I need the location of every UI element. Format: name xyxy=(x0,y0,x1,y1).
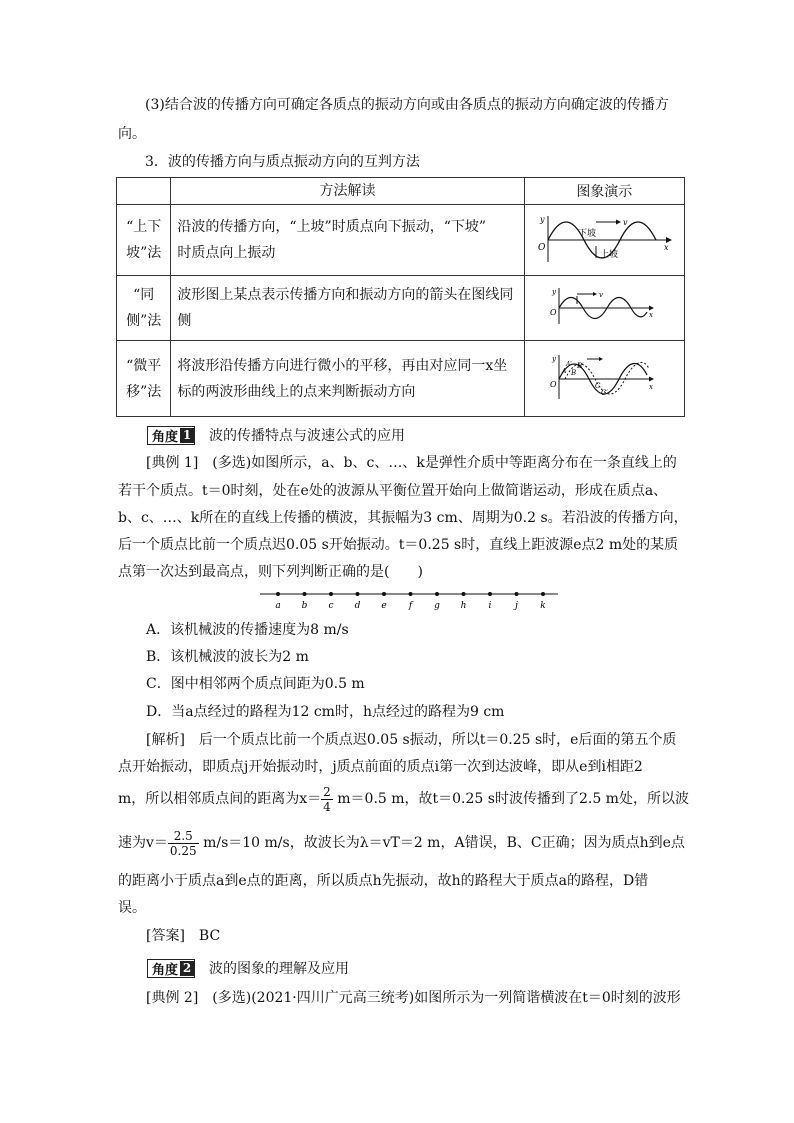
example-1-line5: 点第一次达到最高点，则下列判断正确的是( ) xyxy=(118,564,423,580)
method-desc: 沿波的传播方向，“上坡”时质点向下振动，“下坡” xyxy=(177,219,487,235)
method-name-cell xyxy=(117,276,171,341)
example-2-line1: [典例 2] (多选)(2021·四川广元高三统考)如图所示为一列简谐横波在t＝0时刻的波形 xyxy=(146,990,681,1006)
fig3-bprime-label: B′ xyxy=(577,361,585,370)
particle-label-j: j xyxy=(515,601,518,611)
paragraph-3-line1: (3)结合波的传播方向可确定各质点的振动方向或由各质点的振动方向确定波的传播方 xyxy=(145,97,669,113)
fig1-upslope-label: 上坡 xyxy=(600,250,619,260)
method-name: “微平 xyxy=(126,357,162,374)
table-row xyxy=(117,341,685,417)
particle-label-k: k xyxy=(540,601,546,611)
angle-badge-text: 角度 xyxy=(152,429,179,445)
figure-cell xyxy=(524,205,684,276)
fig1-origin-label: O xyxy=(538,243,546,253)
solution-line1: [解析] 后一个质点比前一个质点迟0.05 s振动，所以t＝0.25 s时，e后面的第五个质 xyxy=(146,732,677,748)
method-desc: 侧 xyxy=(177,313,192,329)
solution-line3-text-a: m，所以相邻质点间的距离为x＝ xyxy=(118,791,322,807)
particle-point-g xyxy=(435,592,439,596)
solution-line5: 的距离小于质点a到e点的距离，所以质点h先振动，故h的路程大于质点a的路程，D错 xyxy=(118,873,649,889)
particle-label-i: i xyxy=(488,601,492,611)
angle-1-heading xyxy=(147,425,405,445)
option-a: A．该机械波的传播速度为8 m/s xyxy=(146,622,349,638)
method-name: 坡”法 xyxy=(126,245,162,261)
angle-1-title: 波的传播特点与波速公式的应用 xyxy=(209,428,406,444)
fraction-denominator: 4 xyxy=(323,799,331,814)
method-desc-cell xyxy=(171,341,524,417)
table-header-cell xyxy=(117,178,171,205)
fig1-v-label: v xyxy=(623,218,628,227)
particle-point-f xyxy=(409,592,413,596)
option-c: C．图中相邻两个质点间距为0.5 m xyxy=(146,676,365,692)
particle-label-d: d xyxy=(354,601,361,611)
section-heading-3: 3．波的传播方向与质点振动方向的互判方法 xyxy=(145,154,420,170)
fraction-denominator: 0.25 xyxy=(169,843,197,858)
particle-label-h: h xyxy=(460,601,467,611)
solution-line4 xyxy=(118,826,685,860)
example-1-line4: 后一个质点比前一个质点迟0.05 s开始振动。t＝0.25 s时，直线上距波源e点2 m处的某质 xyxy=(118,537,679,553)
option-b: B．该机械波的波长为2 m xyxy=(146,649,309,665)
fraction-2.5-over-0.25 xyxy=(168,829,199,858)
particle-point-a xyxy=(276,592,280,596)
method-name: “同 xyxy=(133,287,155,303)
fig2-v-label: v xyxy=(599,291,604,299)
method-name-cell xyxy=(117,341,171,417)
solution-line4-text-b: m/s＝10 m/s，故波长为λ＝vT＝2 m，A错误，B、C正确；因为质点h到e点 xyxy=(198,835,685,851)
fig3-y-label: y xyxy=(552,354,557,363)
method-desc-cell xyxy=(171,205,524,276)
option-d: D．当a点经过的路程为12 cm时，h点经过的路程为9 cm xyxy=(146,704,505,720)
fig3-aprime-label: A′ xyxy=(566,360,573,368)
particle-label-b: b xyxy=(301,601,308,611)
fig3-origin-label: O xyxy=(550,379,557,389)
fig3-cprime-label: C′ xyxy=(601,388,609,397)
angle-badge xyxy=(147,959,195,978)
angle-badge xyxy=(147,426,195,445)
table-row xyxy=(117,276,685,341)
angle-2-title: 波的图象的理解及应用 xyxy=(209,961,350,977)
fraction-numerator: 2.5 xyxy=(168,829,199,844)
fig3-c-label: C xyxy=(595,381,601,390)
method-desc: 波形图上某点表示传播方向和振动方向的箭头在图线同 xyxy=(177,287,514,303)
solution-line3 xyxy=(118,782,689,816)
fig2-y-label: y xyxy=(552,288,557,296)
method-desc-cell xyxy=(171,276,524,341)
particle-label-a: a xyxy=(275,601,281,611)
particle-label-g: g xyxy=(434,601,440,611)
particle-point-h xyxy=(462,592,466,596)
table-header-row xyxy=(117,178,685,205)
fraction-numerator: 2 xyxy=(323,784,331,799)
angle-badge-number: 1 xyxy=(180,428,194,443)
method-desc: 时质点向上振动 xyxy=(177,245,276,261)
example-1-line2: 若干个质点。t＝0时刻，处在e处的波源从平衡位置开始向上做简谐运动，形成在质点a、 xyxy=(118,483,668,499)
particle-label-f: f xyxy=(408,601,413,611)
table-header-cell: 方法解读 xyxy=(171,178,524,205)
particle-point-j xyxy=(515,592,519,596)
fig3-b-label: B xyxy=(571,368,577,377)
particle-line-figure xyxy=(260,588,560,612)
fig1-x-label: x xyxy=(664,243,669,252)
fig1-downslope-label: 下坡 xyxy=(578,229,597,239)
fig2-origin-label: O xyxy=(550,308,557,317)
same-side-method-figure xyxy=(549,284,659,328)
solution-line6: 误。 xyxy=(118,900,146,916)
angle-badge-number: 2 xyxy=(180,961,194,976)
particle-point-b xyxy=(303,592,307,596)
method-name-cell xyxy=(117,205,171,276)
particle-label-e: e xyxy=(381,601,387,611)
fig3-x-label: x xyxy=(649,382,654,391)
particle-point-i xyxy=(488,592,492,596)
paragraph-3-line2: 向。 xyxy=(118,126,146,142)
slope-method-figure xyxy=(534,210,674,266)
fig3-a-label: A xyxy=(562,367,567,375)
solution-line3-text-b: m＝0.5 m，故t＝0.25 s时波传播到了2.5 m处，所以波 xyxy=(332,791,689,807)
method-desc: 标的两波形曲线上的点来判断振动方向 xyxy=(177,383,416,400)
particle-point-c xyxy=(329,592,333,596)
shift-method-figure xyxy=(549,351,659,403)
example-1-line1: [典例 1] (多选)如图所示，a、b、c、…、k是弹性介质中等距离分布在一条直线上的 xyxy=(146,455,677,471)
solution-line4-text-a: 速为v＝ xyxy=(118,835,168,851)
particle-label-c: c xyxy=(328,601,334,611)
method-desc: 将波形沿传播方向进行微小的平移，再由对应同一x坐 xyxy=(177,357,508,374)
table-header-cell: 图象演示 xyxy=(524,178,684,205)
method-name: “上下 xyxy=(126,219,162,235)
figure-cell xyxy=(524,276,684,341)
method-name: 移”法 xyxy=(126,383,162,400)
method-name: 侧”法 xyxy=(126,313,162,329)
angle-2-heading xyxy=(147,958,349,978)
particle-point-d xyxy=(356,592,360,596)
angle-badge-text: 角度 xyxy=(152,962,179,978)
answer: [答案] BC xyxy=(146,928,221,944)
methods-table xyxy=(116,177,685,417)
particle-point-k xyxy=(541,592,545,596)
example-1-line3: b、c、…、k所在的直线上传播的横波，其振幅为3 cm、周期为0.2 s。若沿波的传播方向， xyxy=(118,510,688,526)
particle-point-e xyxy=(382,592,386,596)
solution-line2: 点开始振动，即质点j开始振动时，j质点前面的质点i第一次到达波峰，即从e到i相距2 xyxy=(118,759,643,775)
figure-cell xyxy=(524,341,684,417)
table-row xyxy=(117,205,685,276)
fig2-x-label: x xyxy=(649,311,654,319)
fraction-2-over-4 xyxy=(321,785,333,814)
fig1-y-label: y xyxy=(540,215,545,224)
